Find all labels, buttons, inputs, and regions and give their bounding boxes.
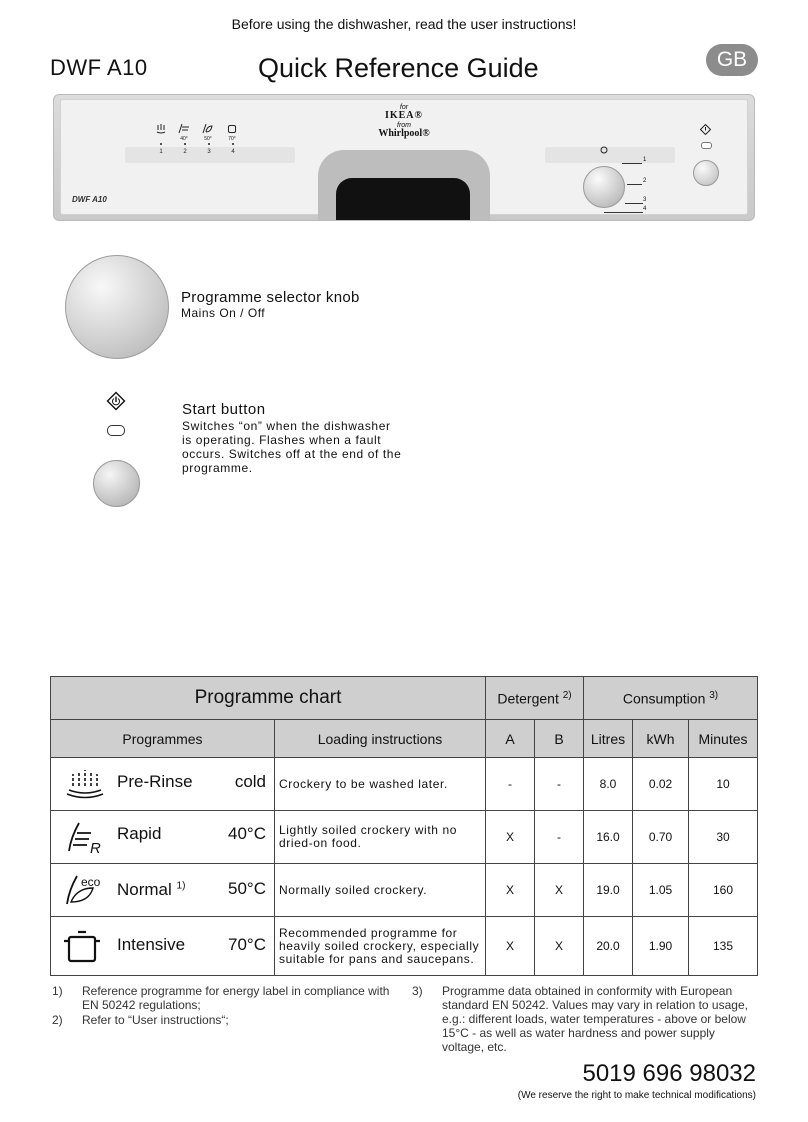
litres: 8.0 <box>584 758 633 811</box>
brand-logo <box>366 104 442 140</box>
panel-eco-icon <box>202 123 214 134</box>
panel-led <box>160 143 162 145</box>
knob-tick-line <box>604 212 643 213</box>
start-button[interactable] <box>93 460 140 507</box>
programme-cell <box>51 917 275 976</box>
brand-for: for <box>399 104 409 111</box>
detergent-header <box>486 677 584 720</box>
panel-temp-4: 70° <box>228 136 236 142</box>
knob-tick-line <box>625 203 643 204</box>
programme-name-text: Normal <box>117 880 172 899</box>
litres: 19.0 <box>584 864 633 917</box>
region-badge: GB <box>706 44 758 76</box>
col-loading: Loading instructions <box>275 720 486 758</box>
panel-start-icon <box>700 124 711 135</box>
panel-temp-2: 40° <box>180 136 188 142</box>
chart-title: Programme chart <box>51 677 486 720</box>
knob-tick-line <box>622 163 642 164</box>
minutes: 10 <box>689 758 758 811</box>
svg-text:eco: eco <box>81 875 101 889</box>
start-title: Start button <box>182 401 266 418</box>
col-b: B <box>535 720 584 758</box>
programme-note: 1) <box>176 880 186 892</box>
loading-cell: Recommended programme for heavily soiled crockery, especially suitable for pans and saucepans. <box>275 917 486 976</box>
kwh: 1.90 <box>633 917 689 976</box>
consumption-note: 3) <box>709 689 719 701</box>
detergent-b: - <box>535 811 584 864</box>
table-row <box>51 917 758 976</box>
programme-cell <box>51 758 275 811</box>
brand-whirlpool: Whirlpool® <box>378 128 430 140</box>
programme-cell <box>51 864 275 917</box>
col-litres: Litres <box>584 720 633 758</box>
litres: 20.0 <box>584 917 633 976</box>
loading-cell: Normally soiled crockery. <box>275 864 486 917</box>
programme-selector-knob[interactable] <box>65 255 169 359</box>
detergent-b: X <box>535 864 584 917</box>
table-row <box>51 758 758 811</box>
detergent-a: X <box>486 864 535 917</box>
panel-power-icon <box>600 146 608 154</box>
page-title: Quick Reference Guide <box>258 53 539 83</box>
knob-pos-4: 4 <box>643 206 647 212</box>
col-kwh: kWh <box>633 720 689 758</box>
panel-temp-3: 50° <box>204 136 212 142</box>
litres: 16.0 <box>584 811 633 864</box>
document-code: 5019 696 98032 <box>582 1060 756 1087</box>
panel-selector-knob <box>583 166 625 208</box>
model-label: DWF A10 <box>50 55 148 80</box>
knob-tick-line <box>627 184 642 185</box>
programme-temp: cold <box>234 772 266 791</box>
eco-icon <box>63 872 109 908</box>
programme-temp: 70°C <box>228 935 266 954</box>
minutes: 30 <box>689 811 758 864</box>
door-handle-recess <box>336 178 470 220</box>
panel-num-1: 1 <box>159 149 163 155</box>
detergent-b: - <box>535 758 584 811</box>
knob-subtitle: Mains On / Off <box>181 306 266 320</box>
programme-temp: 50°C <box>228 879 266 898</box>
panel-pre-rinse-icon <box>155 123 167 134</box>
panel-strip-right <box>545 147 675 163</box>
start-description: Switches “on” when the dishwasher is operating. Flashes when a fault occurs. Switches off at the end of the programme. <box>182 419 402 475</box>
footnote-1-text: Reference programme for energy label in compliance with EN 50242 regulations; <box>82 984 390 1012</box>
start-icon <box>106 391 126 411</box>
start-led <box>107 425 125 436</box>
col-programmes: Programmes <box>51 720 275 758</box>
top-note: Before using the dishwasher, read the user instructions! <box>231 16 577 32</box>
footnote-3-text: Programme data obtained in conformity with European standard EN 50242. Values may vary in relation to usage, e.g.: different loads, water temperatures - above or below 15°C - as well as water hardness and power supply voltage, etc. <box>442 984 748 1054</box>
footnote-2-text: Refer to “User instructions“; <box>82 1013 229 1027</box>
programme-cell <box>51 811 275 864</box>
rapid-icon <box>63 819 107 855</box>
brand-from: from <box>397 121 411 129</box>
col-minutes: Minutes <box>689 720 758 758</box>
consumption-label: Consumption <box>622 690 706 707</box>
table-row <box>51 811 758 864</box>
panel-rapid-icon <box>178 123 190 134</box>
programme-name: Intensive <box>117 935 186 954</box>
knob-pos-2: 2 <box>643 178 647 184</box>
panel-start-button <box>693 160 719 186</box>
panel-led <box>184 143 186 145</box>
programme-name: Rapid <box>117 824 162 843</box>
detergent-a: X <box>486 917 535 976</box>
detergent-note: 2) <box>562 689 572 701</box>
detergent-a: - <box>486 758 535 811</box>
minutes: 135 <box>689 917 758 976</box>
brand-ikea: IKEA® <box>384 110 424 122</box>
detergent-a: X <box>486 811 535 864</box>
svg-text:R: R <box>90 840 101 855</box>
knob-pos-3: 3 <box>643 197 647 203</box>
panel-led <box>232 143 234 145</box>
panel-pot-icon <box>227 123 237 134</box>
consumption-header <box>584 677 758 720</box>
footnote-3-num: 3) <box>412 984 423 998</box>
footnote-1-num: 1) <box>52 984 63 998</box>
footnote-2-num: 2) <box>52 1013 63 1027</box>
kwh: 0.02 <box>633 758 689 811</box>
panel-num-2: 2 <box>183 149 187 155</box>
detergent-b: X <box>535 917 584 976</box>
col-a: A <box>486 720 535 758</box>
table-row <box>51 864 758 917</box>
reserve-note: (We reserve the right to make technical modifications) <box>517 1090 756 1101</box>
programme-temp: 40°C <box>228 824 266 843</box>
minutes: 160 <box>689 864 758 917</box>
pre-rinse-icon <box>63 768 107 800</box>
panel-model-label: DWF A10 <box>72 195 107 204</box>
programme-name: Pre-Rinse <box>117 772 193 791</box>
panel-start-led <box>701 142 712 149</box>
knob-pos-1: 1 <box>643 157 647 163</box>
panel-led <box>208 143 210 145</box>
kwh: 0.70 <box>633 811 689 864</box>
knob-title: Programme selector knob <box>181 289 360 306</box>
loading-cell: Lightly soiled crockery with no dried-on food. <box>275 811 486 864</box>
pot-icon <box>63 929 101 965</box>
programme-chart <box>50 676 758 976</box>
panel-num-3: 3 <box>207 149 211 155</box>
kwh: 1.05 <box>633 864 689 917</box>
programme-name <box>117 880 185 900</box>
loading-cell: Crockery to be washed later. <box>275 758 486 811</box>
detergent-label: Detergent <box>497 690 559 707</box>
panel-num-4: 4 <box>231 149 235 155</box>
